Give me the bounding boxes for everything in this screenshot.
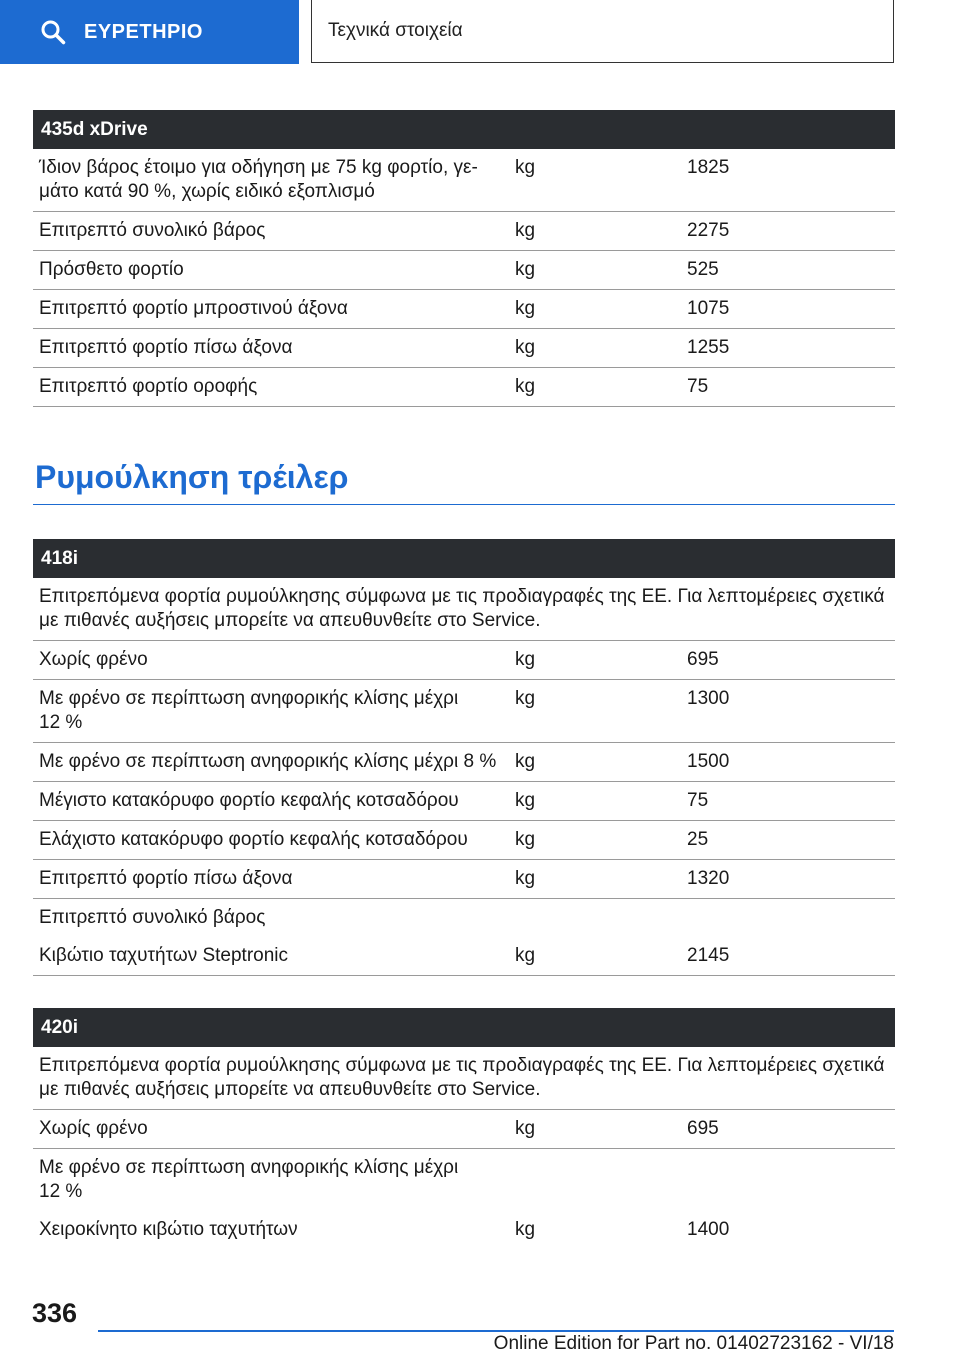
row-value: 1400 (687, 1219, 730, 1240)
table-row (33, 1110, 895, 1149)
row-value: 695 (687, 1118, 719, 1139)
group-label: Επιτρεπτό συνολικό βάρος (39, 907, 266, 928)
row-label: Επιτρεπτό φορτίο οροφής (39, 376, 258, 397)
table-row (33, 149, 895, 212)
section-title: Τεχνικά στοιχεία (311, 0, 894, 63)
table-row (33, 290, 895, 329)
row-label: Ελάχιστο κατακόρυφο φορτίο κεφαλής κοτσαδόρου (39, 829, 468, 850)
table-group-label (33, 899, 895, 937)
row-value: 75 (687, 790, 709, 811)
row-label: Κιβώτιο ταχυτήτων Steptronic (39, 945, 289, 966)
table-row (33, 860, 895, 899)
table-row (33, 368, 895, 407)
row-label: Ίδιον βάρος έτοιμο για οδήγηση με 75 kg φορτίο, γε‐ μάτο κατά 90 %, χωρίς ειδικό εξοπλισμό (39, 157, 478, 202)
row-label: Επιτρεπτό φορτίο πίσω άξονα (39, 337, 293, 358)
table-row (33, 680, 895, 743)
row-unit: kg (515, 376, 536, 397)
page-content (33, 110, 895, 1249)
row-unit: kg (515, 649, 536, 670)
row-unit: kg (515, 945, 536, 966)
row-unit: kg (515, 688, 536, 709)
table-row (33, 937, 895, 976)
row-value: 1075 (687, 298, 730, 319)
row-value: 1320 (687, 868, 730, 889)
table-title: 418i (33, 539, 895, 578)
search-icon (40, 19, 66, 45)
table-420i (33, 1008, 895, 1249)
index-label: ΕΥΡΕΤΗΡΙΟ (84, 20, 203, 43)
row-label: Με φρένο σε περίπτωση ανηφορικής κλίσης μέχρι 8 % (39, 751, 497, 772)
row-label: Χωρίς φρένο (39, 649, 148, 670)
row-value: 25 (687, 829, 709, 850)
row-value: 75 (687, 376, 709, 397)
row-unit: kg (515, 298, 536, 319)
table-row (33, 329, 895, 368)
row-label: Μέγιστο κατακόρυφο φορτίο κεφαλής κοτσαδόρου (39, 790, 459, 811)
row-label: Πρόσθετο φορτίο (39, 259, 184, 280)
row-value: 695 (687, 649, 719, 670)
row-unit: kg (515, 751, 536, 772)
row-label: Επιτρεπτό φορτίο μπροστινού άξονα (39, 298, 348, 319)
row-value: 2275 (687, 220, 730, 241)
row-unit: kg (515, 1118, 536, 1139)
row-unit: kg (515, 868, 536, 889)
table-row (33, 212, 895, 251)
row-value: 1500 (687, 751, 730, 772)
page-header (0, 0, 960, 66)
table-title: 420i (33, 1008, 895, 1047)
table-row (33, 743, 895, 782)
table-note (33, 578, 895, 641)
note-text: Επιτρεπόμενα φορτία ρυμούλκησης σύμφωνα με τις προδιαγραφές της ΕΕ. Για λεπτομέρειες σχετικά με πιθανές αυξήσεις μπορείτε να απευθυνθείτε στο Service. (39, 586, 885, 631)
row-label: Επιτρεπτό φορτίο πίσω άξονα (39, 868, 293, 889)
table-435d (33, 110, 895, 407)
edition-text: Online Edition for Part no. 01402723162 - VI/18 (493, 1333, 894, 1354)
row-label: Με φρένο σε περίπτωση ανηφορικής κλίσης μέχρι 12 % (39, 688, 459, 733)
row-value: 1300 (687, 688, 730, 709)
table-row (33, 782, 895, 821)
table-row (33, 251, 895, 290)
table-note (33, 1047, 895, 1110)
row-unit: kg (515, 220, 536, 241)
row-label: Χειροκίνητο κιβώτιο ταχυτήτων (39, 1219, 298, 1240)
note-text: Επιτρεπόμενα φορτία ρυμούλκησης σύμφωνα με τις προδιαγραφές της ΕΕ. Για λεπτομέρειες σχετικά με πιθανές αυξήσεις μπορείτε να απευθυνθείτε στο Service. (39, 1055, 885, 1100)
row-unit: kg (515, 1219, 536, 1240)
table-title: 435d xDrive (33, 110, 895, 149)
group-label: Με φρένο σε περίπτωση ανηφορικής κλίσης μέχρι 12 % (39, 1157, 459, 1202)
row-value: 2145 (687, 945, 730, 966)
row-unit: kg (515, 157, 536, 178)
table-418i (33, 539, 895, 976)
row-value: 1825 (687, 157, 730, 178)
footer-divider (98, 1330, 894, 1332)
row-unit: kg (515, 829, 536, 850)
row-unit: kg (515, 790, 536, 811)
row-value: 525 (687, 259, 719, 280)
table-row (33, 821, 895, 860)
section-heading-trailer-towing: Ρυμούλκηση τρέιλερ (33, 459, 895, 505)
page-number: 336 (32, 1298, 78, 1328)
row-unit: kg (515, 259, 536, 280)
row-label: Χωρίς φρένο (39, 1118, 148, 1139)
index-search-button[interactable] (0, 0, 299, 64)
table-row (33, 1211, 895, 1249)
row-unit: kg (515, 337, 536, 358)
row-label: Επιτρεπτό συνολικό βάρος (39, 220, 266, 241)
table-row (33, 641, 895, 680)
row-value: 1255 (687, 337, 730, 358)
table-group-label (33, 1149, 895, 1211)
